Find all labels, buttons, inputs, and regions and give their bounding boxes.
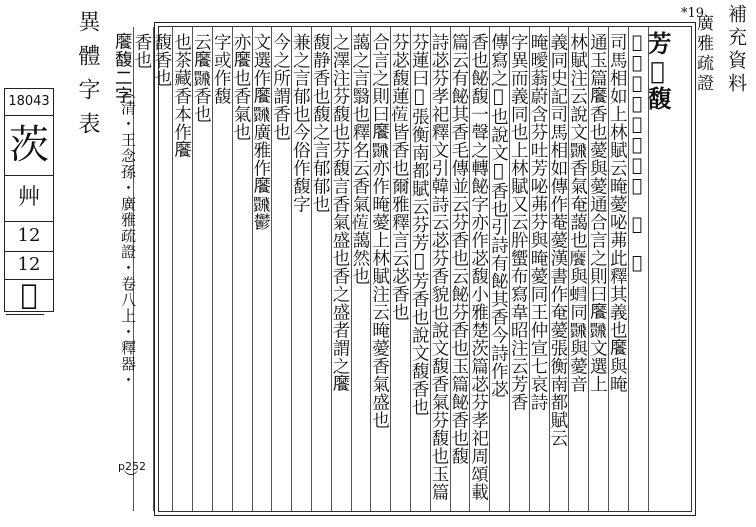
column-rule (153, 27, 154, 511)
text-column: 芬蓮曰𦵔張衡南都賦云芬芳𦵔芳香也說文馥香也 (409, 33, 430, 416)
text-column: 香也飶馥一聲之轉飶字亦作苾馥小雅楚茨篇苾芬孝祀周頌載 (468, 33, 489, 501)
column-rule (608, 27, 609, 511)
column-rule (192, 27, 193, 511)
index-total-strokes: 12 (5, 221, 53, 252)
text-column: 馥静香也馥之言郁郁也 (310, 33, 331, 213)
text-column: 林賦注云說文𩙽香氣奄藹也𩞁與𧍺同𩙽與薆音 (567, 33, 588, 393)
citation-close: ） (122, 470, 138, 484)
index-code: 18043 (5, 89, 53, 116)
column-rule (450, 27, 451, 511)
text-column: 傳寫之𦵔也說文𩛏香也引詩有飶其香今詩作苾 (488, 33, 509, 398)
column-rule (489, 27, 490, 511)
text-column: 今之所謂香也 (270, 33, 291, 141)
text-column: 𩞁馥二字 (112, 33, 133, 105)
text-column: 司馬相如上林賦云晻薆咇茀此釋其義也𩞁與晻 (607, 33, 628, 393)
head-word: 芳𦵔馥 (643, 31, 672, 111)
text-column: 字或作馥 (211, 33, 232, 105)
column-rule (509, 27, 510, 511)
text-column: 通玉篇𩞁香也薆與薆通合言之則曰𩞁𩙽文選上 (587, 33, 608, 393)
column-rule (331, 27, 332, 511)
column-rule (370, 27, 371, 511)
text-column: 義同史記司馬相如傳作菴薆漢書作奄薆張衡南都賦云 (547, 33, 568, 447)
column-rule (252, 27, 253, 511)
text-column: 亦𩞁也香氣也 (231, 33, 251, 141)
text-column: 詩苾芬孝祀釋文引韓詩云苾芬香貌也說文馥香氣芬馥也玉篇 (429, 33, 449, 501)
text-column: 晻曖蓊蔚含芬吐芳咇茀芬與晻薆同王仲宣七哀詩 (528, 33, 548, 411)
character-index-box (4, 88, 54, 312)
supplement-marker: *19 (680, 6, 704, 21)
column-rule (232, 27, 233, 511)
column-rule (588, 27, 589, 511)
text-column: 合言之則曰𩞁𩙽亦作晻薆上林賦注云晻薆香氣盛也 (369, 33, 390, 429)
column-rule (271, 27, 272, 511)
column-rule (469, 27, 470, 511)
text-column: 芬苾馥蓮𦵕皆香也爾雅釋言云苾香也 (389, 33, 410, 321)
text-column: 文選作𩞁𩙽廣雅作𩞁𩙽鬱 (250, 33, 271, 231)
text-column: 馥香也 (151, 33, 172, 87)
supplement-title: 補充資料 (725, 4, 747, 96)
column-rule (172, 27, 173, 511)
column-rule (549, 27, 550, 511)
text-column: 兼之言郁也今俗作馥字 (290, 33, 311, 213)
page-number: p252 (118, 460, 146, 473)
column-rule (351, 27, 352, 511)
column-rule (430, 27, 431, 511)
index-remaining-strokes: 12 (5, 251, 53, 280)
text-column: 藹之言翳也釋名云香氣𦵕藹然也 (349, 33, 370, 285)
column-rule (212, 27, 213, 511)
text-column: 云𩞁𩙽香也 (191, 33, 212, 123)
supplement-book-name: 廣雅疏證 (693, 14, 713, 94)
source-citation: （清・王念孫・廣雅疏證・卷八上・釋器・ (119, 84, 137, 388)
column-rule (648, 27, 649, 511)
text-column: 𦵔馥𩞁𩙽𦵔𦵕香也 𧍺 離 (627, 33, 647, 274)
column-rule (311, 27, 312, 511)
column-rule (410, 27, 411, 511)
dictionary-title: 異體字表 (75, 10, 100, 146)
text-column: 字異而義同也上林賦又云肸蠁布寫韋昭注云芳香 (508, 33, 529, 411)
column-rule (529, 27, 530, 511)
text-column: 香也 (132, 33, 152, 69)
column-rule (291, 27, 292, 511)
column-rule (568, 27, 569, 511)
column-rule (390, 27, 391, 511)
index-underline (6, 314, 44, 315)
index-variant-character: 𦵔 (20, 278, 38, 311)
text-column: 之澤注芬馥也芬馥言香氣盛也香之盛者謂之𩞁 (330, 33, 350, 393)
text-column: 篇云有飶其香毛傳並云芬香也云飶芬香也玉篇飶香也馥 (448, 33, 469, 465)
index-radical: 艸 (5, 175, 53, 222)
index-character: 茨 (5, 115, 53, 176)
text-column: 也茶藏香本作𩞁 (171, 33, 192, 159)
column-rule (628, 27, 629, 511)
